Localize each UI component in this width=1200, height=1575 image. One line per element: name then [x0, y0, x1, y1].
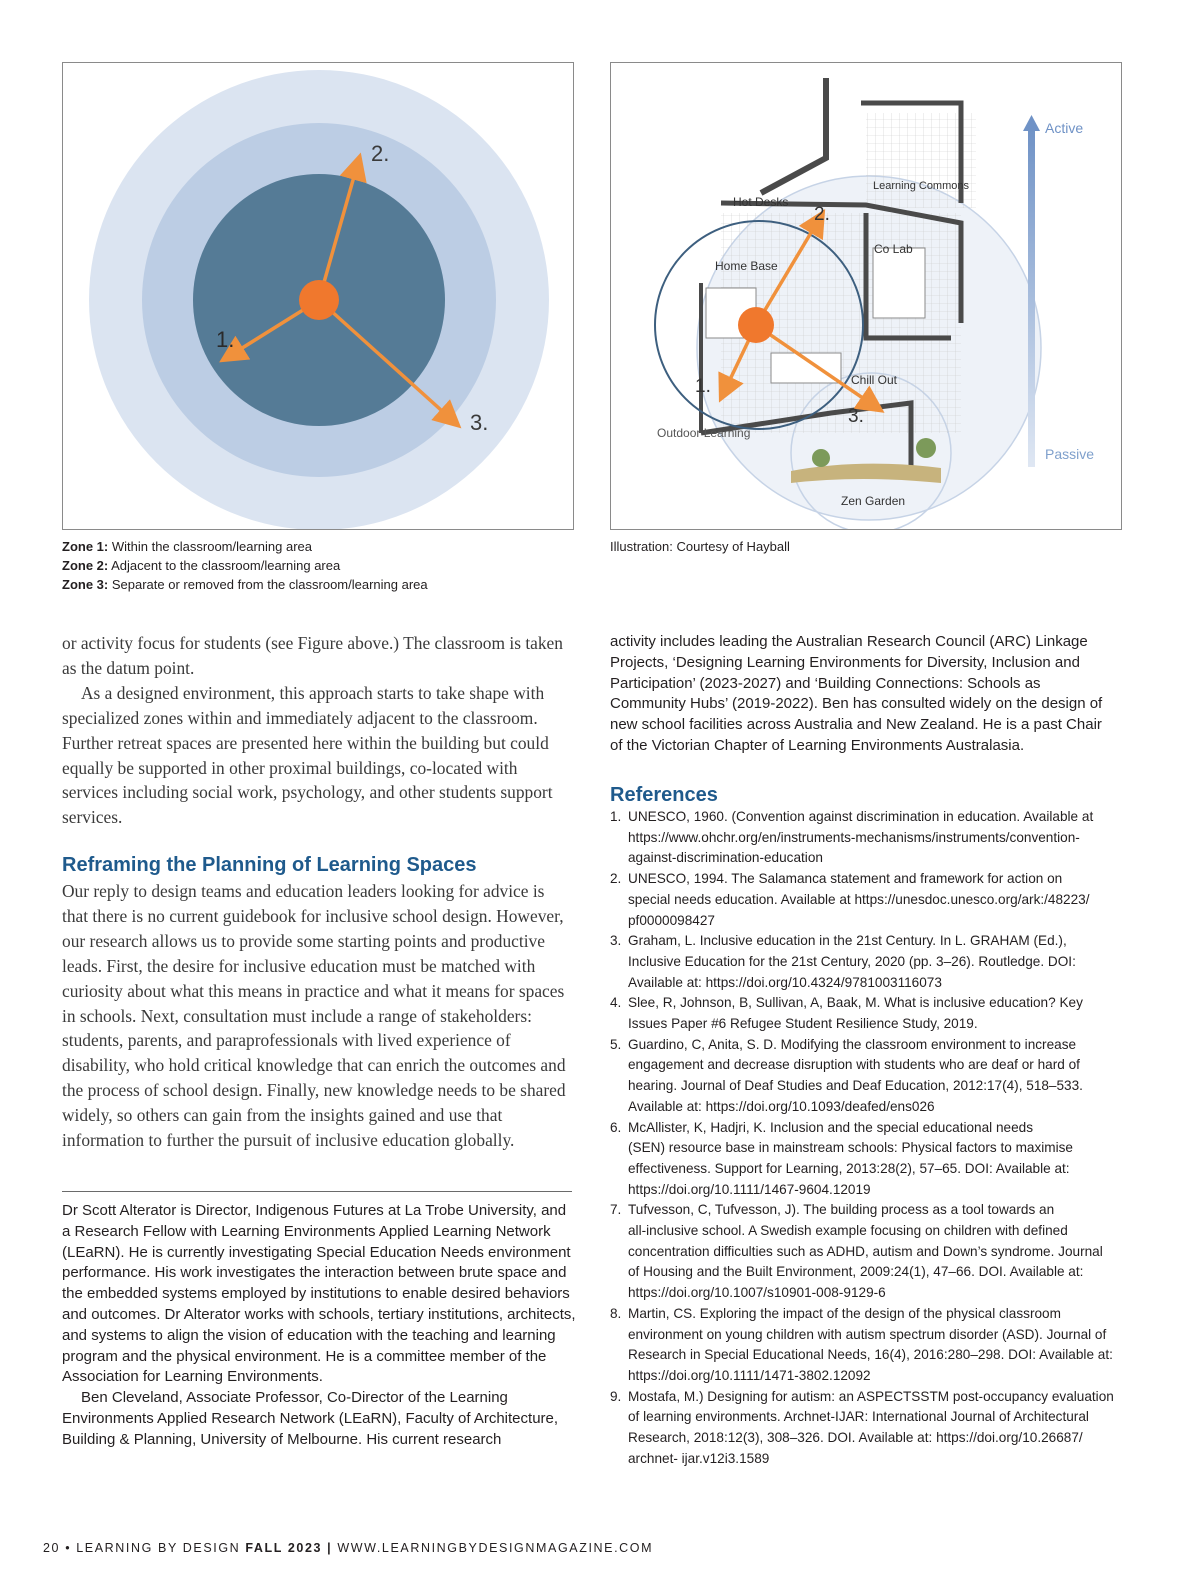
reference-number: 3.: [610, 933, 622, 949]
reference-line: https://doi.org/10.1111/1467-9604.12019: [628, 1181, 871, 1197]
reference-item: [610, 931, 1130, 993]
section-heading: Reframing the Planning of Learning Spaces: [62, 854, 477, 876]
reference-number: 7.: [610, 1202, 622, 1218]
reference-item: [610, 1200, 1130, 1304]
learning-commons-label-text: Learning Commons: [873, 180, 969, 192]
floor-plan-figure: [610, 62, 1122, 530]
zone-3-caption-text: Separate or removed from the classroom/learning area: [111, 577, 428, 592]
left-column-text-2: [62, 879, 572, 1153]
reference-line: https://www.ohchr.org/en/instruments-mechanisms/instruments/convention-: [628, 829, 1080, 845]
reference-line: Research in Special Educational Needs, 16(4), 2016:280–298. DOI: Available at:: [628, 1347, 1113, 1363]
garden-shrub: [916, 438, 936, 458]
chill-out-label: Chill Out: [851, 373, 898, 387]
zone-3-caption-label: Zone 3:: [62, 577, 109, 592]
reference-line: Available at: https://doi.org/10.4324/9781003116073: [628, 974, 942, 990]
reference-line: Tufvesson, C, Tufvesson, J). The building process as a tool towards an: [628, 1202, 1055, 1218]
reference-number: 6.: [610, 1119, 622, 1135]
reference-number: 9.: [610, 1388, 622, 1404]
zone-3-caption: [62, 575, 582, 594]
reference-line: of learning environments. Archnet-IJAR: International Journal of Architectural: [628, 1409, 1089, 1425]
magazine-name: LEARNING BY DESIGN: [76, 1541, 241, 1555]
illustration-credit: Illustration: Courtesy of Hayball: [610, 539, 790, 554]
reference-item: [610, 807, 1130, 869]
reference-item: [610, 1387, 1130, 1470]
author-bio-cleveland-cont: activity includes leading the Australian Research Council (ARC) Linkage Projects, ‘Designing Learning Environments for Diversity, Inclusion and Participation’ (2023-2027) and ‘Building Connections: Schools as Community Hubs’ (2019-2022). Ben has consulted widely on the design of new school facilities across Australia and New Zealand. He is a past Chair of the Victorian Chapter of Learning Environments Australasia.: [610, 633, 1103, 754]
left-column-text: [62, 631, 572, 830]
magazine-url: WWW.LEARNINGBYDESIGNMAGAZINE.COM: [337, 1541, 654, 1555]
author-bio-alterator: Dr Scott Alterator is Director, Indigenous Futures at La Trobe University, and a Research Fellow with Learning Environments Applied Learning Network (LEaRN). He is currently investigating Special Education Needs environment performance. His work investigates the interaction between brute space and the embedded systems employed by institutions to enable desired behaviors and outcomes. Dr Alterator works with schools, tertiary institutions, architects, and systems to align the vision of education with the teaching and learning program and the physical environment. He is a committee member of the Association for Learning Environments.: [62, 1202, 576, 1386]
references-list: [610, 807, 1130, 1470]
co-lab-label: Co Lab: [874, 242, 913, 256]
zone-1-number: 1.: [216, 327, 235, 352]
page-footer: [43, 1541, 653, 1555]
reference-line: UNESCO, 1960. (Convention against discrimination in education. Available at: [628, 809, 1094, 824]
reference-number: 5.: [610, 1036, 622, 1052]
zone-caption: [62, 537, 582, 594]
plan-zone-1-number: 1.: [695, 376, 711, 397]
reference-line: Issues Paper #6 Refugee Student Resilience Study, 2019.: [628, 1016, 978, 1032]
reference-line: of Housing and the Built Environment, 2009:24(1), 47–66. DOI. Available at:: [628, 1264, 1084, 1280]
reference-line: concentration difficulties such as ADHD, autism and Down’s syndrome. Journal: [628, 1243, 1103, 1259]
reference-line: Research, 2018:12(3), 308–326. DOI. Available at: https://doi.org/10.26687/: [628, 1430, 1083, 1446]
reference-number: 2.: [610, 871, 622, 887]
zone-2-number: 2.: [371, 141, 390, 166]
plan-zone-3-number: 3.: [848, 406, 864, 427]
reference-line: https://doi.org/10.1007/s10901-008-9129-6: [628, 1285, 886, 1301]
learning-commons-label: [873, 180, 969, 192]
reference-item: [610, 869, 1130, 931]
home-base-label: Home Base: [715, 259, 778, 273]
hot-desks-label: Hot Desks: [733, 195, 789, 209]
activity-scale-bar: [1028, 127, 1035, 467]
reference-item: [610, 1118, 1130, 1201]
zone-diagram-svg: [63, 63, 573, 529]
issue-label: FALL 2023: [245, 1541, 323, 1555]
author-bio-continued: [610, 632, 1116, 757]
reference-line: archnet- ijar.v12i3.1589: [628, 1450, 770, 1466]
zone-2-caption-text: Adjacent to the classroom/learning area: [111, 558, 341, 573]
reference-line: pf0000098427: [628, 912, 715, 928]
zone-1-caption-label: Zone 1:: [62, 539, 109, 554]
reference-item: [610, 993, 1130, 1034]
plan-center-dot: [738, 307, 774, 343]
passive-label: Passive: [1045, 446, 1095, 462]
reference-number: 4.: [610, 995, 622, 1011]
reference-line: Available at: https://doi.org/10.1093/deafed/ens026: [628, 1098, 935, 1114]
zone-2-caption-label: Zone 2:: [62, 558, 109, 573]
body-paragraph: Our reply to design teams and education leaders looking for advice is that there is no current guidebook for inclusive school design. However, our research allows us to provide some starting points and productive leads. First, the desire for inclusive education must be matched with curiosity about what this means in practice and what it means for spaces in schools. Next, consultation must include a range of stakeholders: students, parents, and paraprofessionals with lived experience of disability, who hold critical knowledge that can enrich the outcomes and the process of school design. Finally, new knowledge needs to be shared widely, so others can gain from the insights gained and use that information to further the pursuit of inclusive education globally.: [62, 881, 566, 1151]
reference-line: Graham, L. Inclusive education in the 21st Century. In L. GRAHAM (Ed.),: [628, 933, 1067, 949]
body-paragraph: or activity focus for students (see Figure above.) The classroom is taken as the datum point.: [62, 633, 563, 678]
zone-3-number: 3.: [470, 410, 489, 435]
zone-diagram-figure: [62, 62, 574, 530]
reference-line: all-inclusive school. A Swedish example focusing on children with defined: [628, 1223, 1068, 1239]
reference-line: against-discrimination-education: [628, 850, 823, 866]
garden-shrub: [812, 449, 830, 467]
reference-line: Guardino, C, Anita, S. D. Modifying the classroom environment to increase: [628, 1036, 1077, 1052]
reference-line: UNESCO, 1994. The Salamanca statement and framework for action on: [628, 871, 1063, 887]
plan-zone-2-number: 2.: [814, 204, 830, 225]
reference-line: (SEN) resource base in mainstream schools: Physical factors to maximise: [628, 1140, 1073, 1156]
reference-line: Slee, R, Johnson, B, Sullivan, A, Baak, M. What is inclusive education? Key: [628, 995, 1083, 1011]
activity-scale-arrowhead: [1023, 115, 1040, 131]
reference-item: [610, 1304, 1130, 1387]
reference-item: [610, 1035, 1130, 1118]
body-paragraph: As a designed environment, this approach starts to take shape with specialized zones within and immediately adjacent to the classroom. Further retreat spaces are presented here within the building but could equally be supported in other proximal buildings, co-located with services including social work, psychology, and other students support services.: [62, 682, 553, 828]
active-label: Active: [1045, 120, 1084, 136]
author-bio-cleveland: Ben Cleveland, Associate Professor, Co-Director of the Learning Environments Applied Research Network (LEaRN), Faculty of Architecture, Building & Planning, University of Melbourne. His current research: [62, 1389, 559, 1448]
reference-line: hearing. Journal of Deaf Studies and Deaf Education, 2012:17(4), 518–533.: [628, 1078, 1083, 1094]
reference-line: McAllister, K, Hadjri, K. Inclusion and the special educational needs: [628, 1119, 1034, 1135]
author-bios: [62, 1201, 576, 1451]
footer-bullet: •: [65, 1541, 72, 1555]
zone-1-caption-text: Within the classroom/learning area: [111, 539, 313, 554]
author-bio-divider: [62, 1191, 572, 1192]
zone-2-caption: [62, 556, 582, 575]
reference-line: engagement and decrease disruption with students who are deaf or hard of: [628, 1057, 1080, 1073]
reference-line: environment on young children with autism spectrum disorder (ASD). Journal of: [628, 1326, 1107, 1342]
reference-line: effectiveness. Support for Learning, 2013:28(2), 57–65. DOI: Available at:: [628, 1160, 1070, 1176]
footer-separator: |: [327, 1541, 333, 1555]
reference-line: special needs education. Available at https://unesdoc.unesco.org/ark:/48223/: [628, 891, 1090, 907]
zen-garden-label: Zen Garden: [841, 494, 906, 508]
zone-1-caption: [62, 537, 582, 556]
reference-line: Martin, CS. Exploring the impact of the design of the physical classroom: [628, 1305, 1061, 1321]
reference-line: https://doi.org/10.1111/1471-3802.12092: [628, 1367, 871, 1383]
reference-line: Inclusive Education for the 21st Century, 2020 (pp. 3–26). Routledge. DOI:: [628, 953, 1076, 969]
reference-number: 8.: [610, 1305, 622, 1321]
center-dot: [299, 280, 339, 320]
plan-wall: [761, 78, 826, 193]
floor-plan-svg: [611, 63, 1121, 529]
co-lab-table: [873, 248, 925, 318]
outdoor-learning-label: Outdoor Learning: [657, 426, 751, 440]
references-heading: References: [610, 784, 718, 806]
reference-line: Mostafa, M.) Designing for autism: an ASPECTSSTM post-occupancy evaluation: [628, 1388, 1114, 1404]
page-number: 20: [43, 1541, 61, 1555]
reference-number: 1.: [610, 809, 622, 824]
